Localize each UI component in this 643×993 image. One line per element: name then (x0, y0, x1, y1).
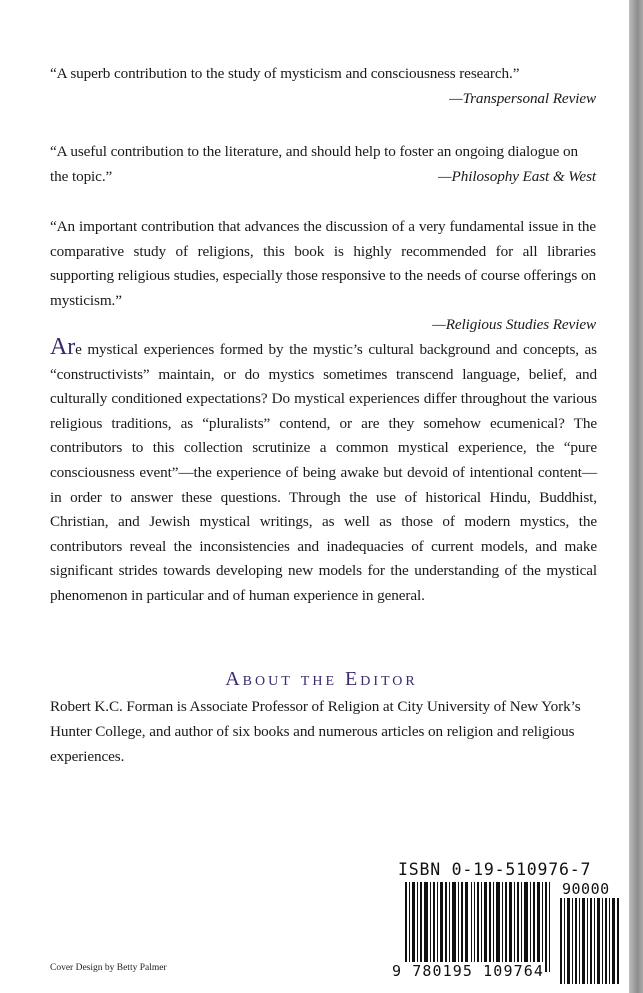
price-code: 90000 (562, 880, 610, 898)
review-source-2: —Philosophy East & West (438, 167, 596, 185)
isbn-label: ISBN 0-19-510976-7 (398, 860, 592, 879)
review-source-3: —Religious Studies Review (432, 316, 596, 333)
review-text-2: “A useful contribution to the literature, and should help to foster an ongoing dialogue on the topic.” (50, 143, 578, 185)
cover-design-credit: Cover Design by Betty Palmer (50, 963, 167, 973)
drop-cap: Ar (50, 334, 76, 360)
description-text: e mystical experiences formed by the mystic’s cultural background and concepts, as “constructivists” maintain, or do mystics sometimes transcend language, belief, and culturally conditioned expectations? Do mystical experiences differ throughout the various religious traditions, as “pluralists” contend, or are they somehow ecumenical? The contributors to this collection scrutinize a common mystical experience, the “pure consciousness event”—the experience of being awake but devoid of intentional content—in order to answer these questions. Through the use of historical Hindu, Buddhist, Christian, and Jewish mystical writings, as well as those of modern mystics, the contributors reveal the inconsistencies and inadequacies of current models, and make significant strides towards developing new models for the understanding of the mystical phenomenon in particular and of human experience in general. (50, 341, 597, 604)
cover-edge-strip (629, 0, 643, 993)
ean-barcode (405, 882, 555, 972)
review-quote-3 (50, 215, 596, 338)
review-quote-1 (50, 62, 596, 111)
about-editor-heading: About the Editor (225, 668, 418, 690)
review-quote-2 (50, 140, 596, 189)
about-editor-text: Robert K.C. Forman is Associate Professor of Religion at City University of New York’s Hunter College, and author of six books and numerous articles on religion and religious experiences. (50, 698, 581, 765)
review-source-1: —Transpersonal Review (449, 89, 596, 107)
review-text-3: “An important contribution that advances the discussion of a very fundamental issue in the comparative study of religions, this book is highly recommended for all libraries supporting religious studies, especially those responsive to the needs of course offerings on mysticism.” (50, 218, 596, 309)
book-description (50, 334, 597, 609)
price-addon-barcode (560, 898, 622, 984)
review-text-1: “A superb contribution to the study of mysticism and consciousness research.” (50, 65, 520, 82)
ean-digits: 9 780195 109764 (392, 962, 544, 980)
